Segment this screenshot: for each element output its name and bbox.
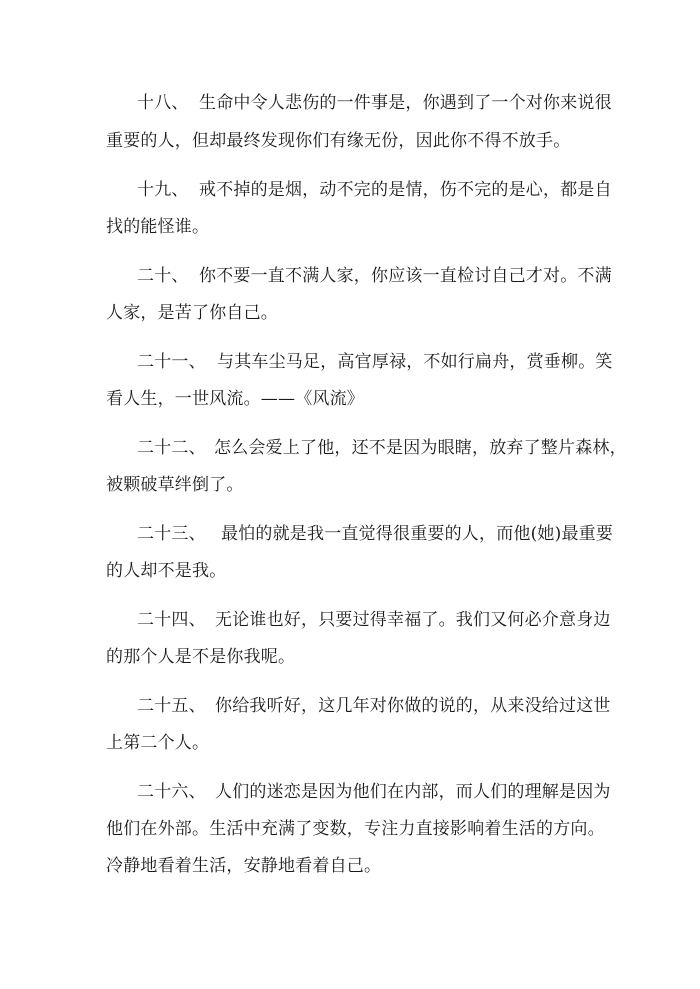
paragraph-25-text-1: 你给我听好，这几年对你做的说的，从来没给过这世 [215,696,611,716]
paragraph-19-line-1 [137,179,612,201]
paragraph-21-line-2: 看人生，一世风流。——《风流》 [106,389,364,409]
paragraph-22-line-2: 被颗破草绊倒了。 [106,475,244,495]
paragraph-22-number: 二十二、 [137,438,206,458]
paragraph-25-line-1 [137,695,611,717]
paragraph-24-line-2: 的那个人是不是你我呢。 [106,647,296,667]
paragraph-20-line-2: 人家，是苦了你自己。 [106,303,278,323]
paragraph-25-line-2: 上第二个人。 [106,733,210,753]
paragraph-20-text-1: 你不要一直不满人家，你应该一直检讨自己才对。不满 [199,266,612,286]
paragraph-25-number: 二十五、 [137,696,206,716]
paragraph-26-line-1 [137,781,611,803]
paragraph-24-text-1: 无论谁也好，只要过得幸福了。我们又何必介意身边 [215,610,611,630]
paragraph-26-line-3: 冷静地看着生活，安静地看着自己。 [106,856,382,876]
paragraph-20-number: 二十、 [137,266,189,286]
paragraph-26-text-1: 人们的迷恋是因为他们在内部，而人们的理解是因为 [215,782,611,802]
paragraph-23-line-2: 的人却不是我。 [106,561,227,581]
paragraph-23-line-1 [137,523,613,545]
paragraph-21-text-1: 与其车尘马足，高官厚禄，不如行扁舟，赏垂柳。笑 [217,352,613,372]
paragraph-24-line-1 [137,609,611,631]
paragraph-19-number: 十九、 [137,180,189,200]
paragraph-18-line-2: 重要的人，但却最终发现你们有缘无份，因此你不得不放手。 [106,131,571,151]
paragraph-22-text-1: 怎么会爱上了他，还不是因为眼瞎，放弃了整片森林， [214,438,627,458]
paragraph-20-line-1 [137,265,612,287]
paragraph-19-line-2: 找的能怪谁。 [106,217,210,237]
paragraph-26-line-2: 他们在外部。生活中充满了变数，专注力直接影响着生活的方向。 [106,819,605,839]
paragraph-23-text-1: 最怕的就是我一直觉得很重要的人，而他(她)最重要 [221,524,614,544]
paragraph-26-number: 二十六、 [137,782,206,802]
paragraph-18-number: 十八、 [137,93,189,113]
paragraph-19-text-1: 戒不掉的是烟，动不完的是情，伤不完的是心，都是自 [199,180,612,200]
paragraph-18-line-1 [137,92,612,114]
paragraph-21-line-1 [137,351,613,373]
paragraph-24-number: 二十四、 [137,610,206,630]
paragraph-18-text-1: 生命中令人悲伤的一件事是，你遇到了一个对你来说很 [199,93,612,113]
paragraph-22-line-1 [137,437,627,459]
paragraph-23-number: 二十三、 [137,524,206,544]
paragraph-21-number: 二十一、 [137,352,206,372]
